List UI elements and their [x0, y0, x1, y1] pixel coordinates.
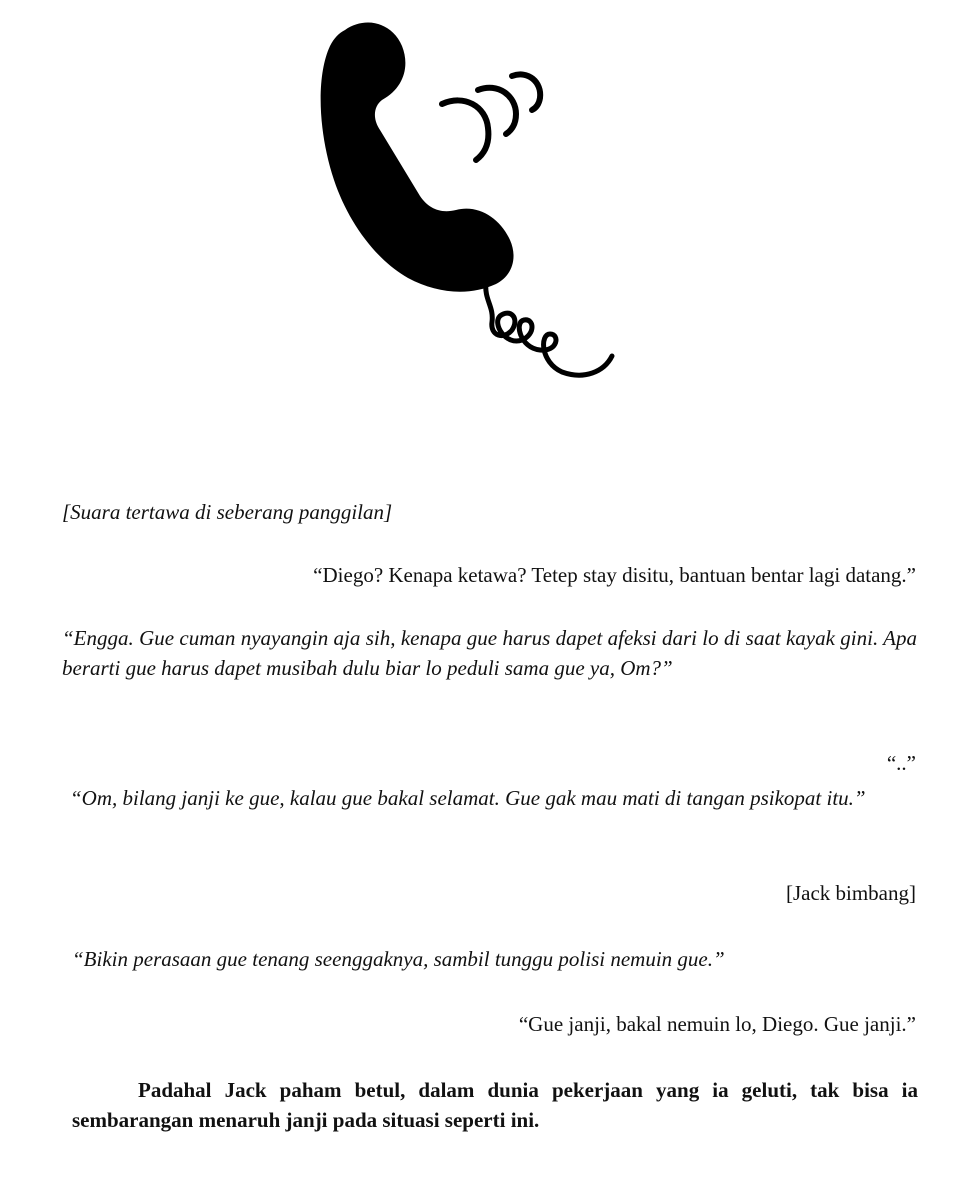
sound-wave-small — [442, 100, 488, 160]
diego-dialogue-1: “Engga. Gue cuman nyayangin aja sih, kenapa gue harus dapet afeksi dari lo di saat kayak gini. Apa berarti gue harus dapet musibah dulu biar lo peduli sama gue ya, Om?” — [62, 626, 917, 680]
diego-dialogue-3: “Bikin perasaan gue tenang seenggaknya, sambil tunggu polisi nemuin gue.” — [72, 947, 725, 971]
handset-shape — [321, 23, 514, 292]
jack-dialogue-1: “Diego? Kenapa ketawa? Tetep stay disitu, bantuan bentar lagi datang.” — [313, 563, 916, 587]
cord-shape — [486, 282, 612, 375]
jack-dialogue-2: “Gue janji, bakal nemuin lo, Diego. Gue janji.” — [518, 1012, 916, 1036]
stage-direction-hesitant: [Jack bimbang] — [785, 881, 916, 905]
ringing-telephone-handset-icon — [300, 10, 640, 400]
diego-dialogue-2: “Om, bilang janji ke gue, kalau gue bakal selamat. Gue gak mau mati di tangan psikopat itu.” — [70, 786, 866, 810]
stage-direction-laughing: [Suara tertawa di seberang panggilan] — [62, 500, 393, 524]
narration-paragraph: Padahal Jack paham betul, dalam dunia pekerjaan yang ia geluti, tak bisa ia sembarangan menaruh janji pada situasi seperti ini. — [72, 1078, 918, 1132]
jack-silence: “..” — [886, 751, 916, 775]
